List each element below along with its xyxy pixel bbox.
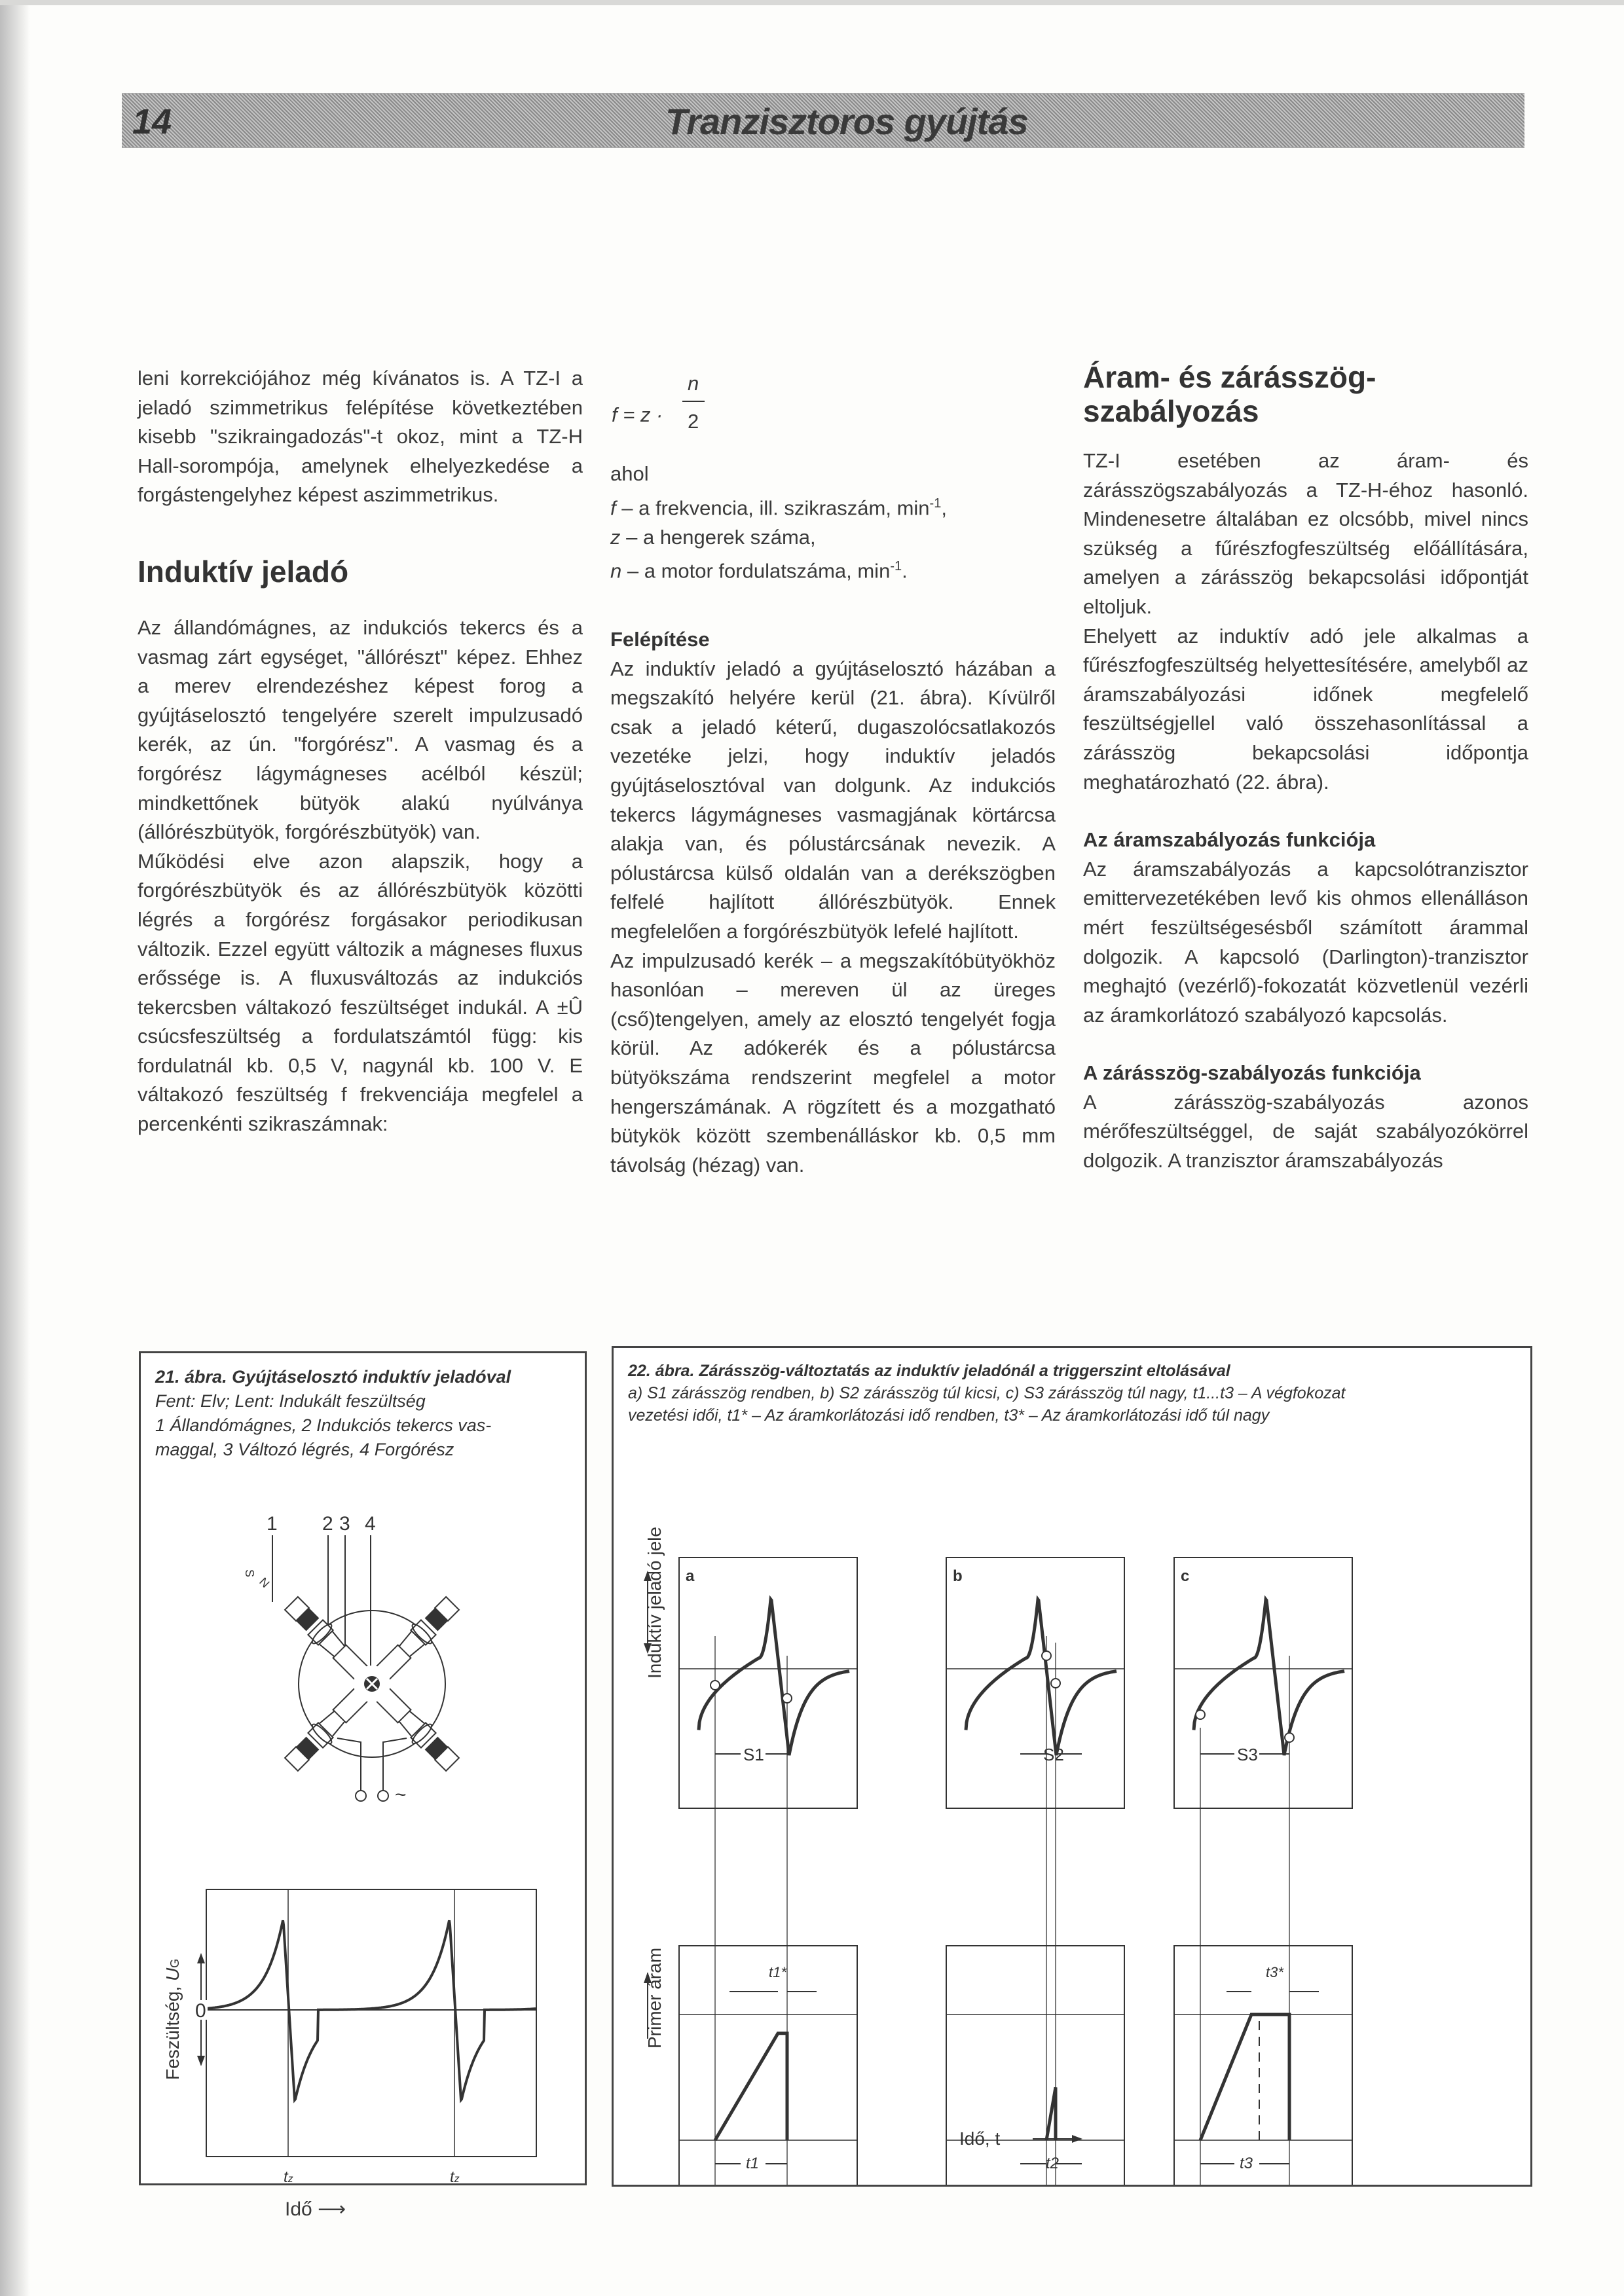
primary-current-curve — [1200, 2014, 1289, 2140]
current-frame — [1174, 1946, 1352, 2185]
dwell-label: S2 — [1043, 1745, 1064, 1764]
panel-letter: b — [953, 1567, 963, 1585]
signal-frame — [679, 1558, 857, 1808]
subheading-aramszabalyozas: Az áramszabályozás funkciója — [1083, 828, 1376, 852]
arrow-right-icon: ⟶ — [318, 2198, 346, 2220]
signal-frame — [946, 1558, 1124, 1808]
paragraph: Az impulzusadó kerék – a megszakítóbütyökhöz hasonlóan – mereven ül az üreges (cső)tengelyen, amely az elosztó tengelyét fogja körül. Az adókerék és a pólustárcsa bütyökszáma rendszerint megfelel a motor hengerszámának. A rögzített és a mozgatható bütykök között szembenálláskor kb. 0,5 mm távolság (hézag) van. — [610, 949, 1056, 1176]
rotor — [333, 1645, 411, 1723]
section-heading-aram-zarasszog: Áram- és zárásszög-szabályozás — [1083, 360, 1376, 428]
panel-letter: a — [686, 1567, 695, 1585]
pole-label-n: N — [257, 1575, 272, 1591]
text-column-3 — [1083, 360, 1528, 1176]
definition-item — [610, 552, 1056, 586]
definition-text: – a frekvencia, ill. szikraszám, min — [616, 496, 930, 519]
formula-lhs: f = z · — [612, 403, 663, 426]
trigger-point-icon — [1051, 1679, 1060, 1688]
zero-label: 0 — [195, 2000, 206, 2022]
fraction-bar — [682, 401, 705, 402]
punct: , — [941, 496, 947, 519]
paragraph: A zárásszög-szabályozás azonos mérőfeszültséggel, de saját szabályozókörrel dolgozik. A tranzisztor áramszabályozás — [1083, 1090, 1528, 1173]
panel-a — [679, 1558, 857, 2185]
caption-line: a) S1 zárásszög rendben, b) S2 zárásszög túl kicsi, c) S3 zárásszög túl nagy, t1...t3 – A végfokozat — [628, 1384, 1346, 1402]
definition-item — [610, 523, 1056, 553]
subheading-zarasszog-szabalyozas: A zárásszög-szabályozás funkciója — [1083, 1061, 1421, 1085]
exponent: -1 — [890, 559, 902, 574]
pole-label-s: S — [243, 1569, 256, 1578]
trigger-point-icon — [783, 1694, 792, 1703]
x-axis-label: Idő, t — [959, 2128, 1001, 2149]
frequency-formula — [610, 364, 1056, 443]
paragraph: Az állandómágnes, az indukciós tekercs és a vasmag zárt egységet, "állórészt" képez. Ehhez a merev elrendezéshez képest forog a gyújtáselosztó tengelyére szerelt impulzusadó kerék, az ún. "forgórész". A vasmag és a forgórész lágymágneses acélból készül; mindkettőnek bütyök alakú nyúlványa (állórészbütyök, forgórészbütyök) van. — [138, 615, 583, 844]
dwell-label: S1 — [743, 1745, 764, 1764]
caption-title: 22. ábra. Zárásszög-változtatás az induktív jeladónál a triggerszint eltolásával — [628, 1362, 1230, 1380]
figure-22-drawing — [614, 1348, 1530, 2185]
formula-denominator: 2 — [688, 410, 699, 433]
dwell-label: S3 — [1237, 1745, 1258, 1764]
primary-current-curve — [1046, 2087, 1056, 2140]
limit-time-label: t1* — [769, 1964, 786, 1980]
top-y-axis-label: Induktív jeladó jele — [644, 1527, 665, 1679]
current-frame — [946, 1946, 1124, 2185]
symbol: n — [610, 559, 622, 583]
tick-label-tz: tz — [284, 2168, 293, 2183]
part-label-4: 4 — [365, 1513, 376, 1535]
part-label-2: 2 — [322, 1513, 333, 1535]
conduction-label: t3 — [1240, 2155, 1253, 2172]
text-column-1 — [138, 364, 583, 1139]
caption-line: vezetési idői, t1* – Az áramkorlátozási idő rendben, t3* – Az áramkorlátozási idő túl nagy — [628, 1406, 1270, 1425]
paragraph: Az áramszabályozás a kapcsolótranzisztor emittervezetékében levő kis ohmos ellenálláson mért feszültségesésből számított árammal dolgozik. A kapcsoló (Darlington)-tranzisztor meghajtó (vezérlő)-fokozatát közvetlenül vezérli az áramkorlátozó szabályozó kapcsolás. — [1083, 857, 1528, 1027]
plot-frame — [206, 1889, 536, 2157]
paragraph: TZ-I esetében az áram- és zárásszögszabályozás a TZ-H-éhoz hasonló. Mindenesetre általában ez olcsóbb, mivel nincs szükség a fűrészfogfeszültség előállítására, amelyen a zárásszög bekapcsolási időpontját eltoljuk. — [1083, 449, 1528, 618]
figure-21-drawing — [141, 1353, 585, 2183]
figure-22 — [612, 1346, 1532, 2187]
limit-time-label: t3* — [1266, 1964, 1283, 1980]
page-number: 14 — [132, 102, 172, 141]
tick-label-tz: tz — [450, 2168, 460, 2183]
panel-b — [946, 1558, 1124, 2185]
where-label: ahol — [610, 462, 649, 485]
current-frame — [679, 1946, 857, 2185]
signal-frame — [1174, 1558, 1352, 1808]
formula-numerator: n — [688, 372, 699, 395]
induced-voltage-plot — [162, 1889, 536, 2183]
inductive-signal-curve — [1194, 1599, 1344, 1755]
panel-letter: c — [1181, 1567, 1190, 1585]
definition-item — [610, 489, 1056, 523]
inductive-signal-curve — [699, 1599, 849, 1755]
conduction-label: t2 — [1046, 2155, 1060, 2172]
definition-text: – a hengerek száma, — [620, 525, 816, 549]
trigger-point-icon — [1196, 1710, 1205, 1719]
trigger-point-icon — [1285, 1733, 1294, 1742]
punct: . — [902, 559, 908, 583]
page-header-band — [122, 93, 1524, 148]
caption-line: maggal, 3 Változó légrés, 4 Forgórész — [155, 1440, 454, 1459]
section-heading-induktiv-jelado: Induktív jeladó — [138, 554, 349, 589]
subheading-felepitese: Felépítése — [610, 628, 710, 651]
x-axis-label — [285, 2198, 346, 2221]
leader-lines — [272, 1535, 371, 1674]
panel-c — [1174, 1558, 1352, 2185]
page-edge-shadow — [0, 0, 30, 2296]
trigger-point-icon — [1042, 1651, 1051, 1660]
caption-line: 1 Állandómágnes, 2 Indukciós tekercs vas- — [155, 1415, 492, 1435]
symbol: f — [610, 496, 616, 519]
trigger-point-icon — [710, 1681, 720, 1690]
caption-line: Fent: Elv; Lent: Indukált feszültség — [155, 1391, 426, 1411]
conduction-label: t1 — [746, 2155, 760, 2172]
chapter-title: Tranzisztoros gyújtás — [665, 101, 1028, 142]
text-column-2 — [610, 364, 1056, 1180]
symbol-definitions — [610, 489, 1056, 586]
bottom-y-axis-label: Primer áram — [644, 1947, 665, 2049]
symbol: z — [610, 525, 621, 549]
paragraph: Az induktív jeladó a gyújtáselosztó házában a megszakító helyére kerül (21. ábra). Kívülről csak a jeladó kéterű, dugaszolócsatlakozós vezetéke jelzi, hogy induktív jeladós gyújtáselosztóval van dolgunk. Az indukciós tekercs lágymágneses vasmagjának körtárcsa alakja van, és pólustárcsának nevezik. A pólustárcsa külső oldalán van a derékszögben felfelé hajlított állórészbütyök. Ennek megfelelően a forgórészbütyök lefelé hajlított. — [610, 657, 1056, 943]
paragraph-intro: leni korrekciójához még kívánatos is. A TZ-I a jeladó szimmetrikus felépítése következtében kisebb "szikraingadozás"-t okoz, mint a TZ-H Hall-sorompója, amelynek elhelyezkedése a forgástengelyhez képest aszimmetrikus. — [138, 367, 583, 507]
ac-symbol: ~ — [395, 1784, 407, 1806]
caption-title: 21. ábra. Gyújtáselosztó induktív jeladóval — [155, 1367, 511, 1387]
primary-current-curve — [715, 2033, 787, 2140]
exponent: -1 — [929, 496, 942, 511]
figure-21 — [139, 1351, 587, 2220]
page-top-edge — [0, 0, 1624, 5]
y-axis-label: Feszültség, UG — [162, 1958, 183, 2080]
definition-text: – a motor fordulatszáma, min — [621, 559, 891, 583]
paragraph: Működési elve azon alapszik, hogy a forgórészbütyök és az állórészbütyök közötti légrés a forgórész forgásakor periodikusan változik. Ezzel együtt változik a mágneses fluxus erőssége is. A fluxusváltozás az indukciós tekercsben váltakozó feszültséget indukál. A ±Û csúcsfeszültség a fordulatszámtól függ: kis fordulatnál kb. 0,5 V, nagynál kb. 100 V. E váltakozó feszültség f frekvenciája megfelel a percenkénti szikraszámnak: — [138, 849, 583, 1136]
part-label-3: 3 — [339, 1513, 350, 1535]
paragraph: Ehelyett az induktív adó jele alkalmas a fűrészfogfeszültség helyettesítésére, amelyből az áramszabályozási időnek megfelelő feszültségjellel való összehasonlítással a zárásszög bekapcsolási időpontja meghatározható (22. ábra). — [1083, 624, 1528, 793]
inductive-signal-curve — [966, 1599, 1116, 1755]
x-axis-label-text: Idő — [285, 2198, 312, 2220]
part-label-1: 1 — [267, 1513, 278, 1535]
